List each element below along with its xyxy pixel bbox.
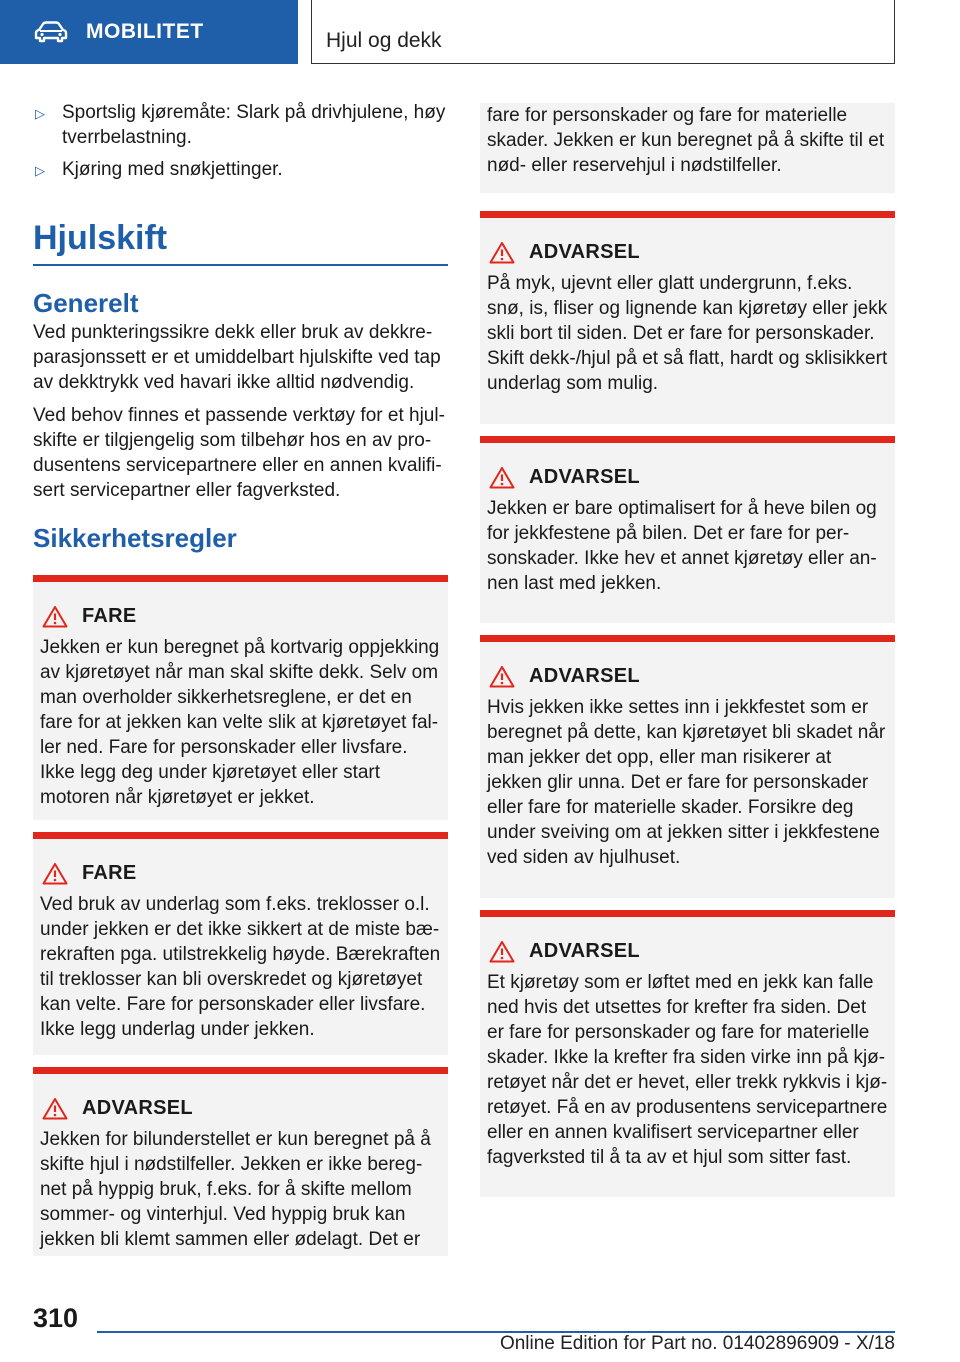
danger-box <box>33 575 448 820</box>
box-title: ADVARSEL <box>529 466 640 488</box>
warning-box <box>480 635 895 898</box>
box-text: Ved bruk av underlag som f.eks. treklosser o.l. under jekken er det ikke sikkert at de miste bærekraften pga. utilstrekkelig høyde. Bærekraften til treklosser kan bli overskredet og kjøretøyet kan velte. Fare for personskader eller livsfare. Ikke legg underlag under jekken. <box>40 894 441 1040</box>
list-item <box>33 157 448 182</box>
box-title: ADVARSEL <box>82 1097 193 1119</box>
subsection-heading-sikkerhetsregler: Sikkerhetsregler <box>33 523 237 553</box>
page-number: 310 <box>33 1303 79 1333</box>
left-column <box>33 100 448 1256</box>
warning-box-continuation: fare for personskader og fare for materielle skader. Jekken er kun beregnet på å skifte til et nød- eller reservehjul i nødstilfeller. <box>480 103 895 193</box>
triangle-bullet-icon: ▷ <box>35 106 45 121</box>
chapter-label: Hjul og dekk <box>326 29 442 52</box>
box-text: Et kjøretøy som er løftet med en jekk kan falle ned hvis det utsettes for krefter fra siden. Det er fare for personskader og fare for materielle skader. Ikke la krefter fra siden virke inn på kjøretøyet når det er hevet, eller trekk rykkvis i kjøretøyet. Få en av produsentens servicepartnere eller en annen kvalifisert servicepartner eller fagverksted til å ta av et hjul som sitter fast. <box>487 972 888 1168</box>
right-column <box>480 103 895 1197</box>
warning-triangle-icon <box>489 665 515 688</box>
section-heading: Hjulskift <box>33 218 448 266</box>
subsection-heading-generelt: Generelt <box>33 288 139 318</box>
box-title: FARE <box>82 605 137 627</box>
box-text: Jekken er kun beregnet på kortvarig oppjekking av kjøretøyet når man skal skifte dekk. Selv om man overholder sikkerhetsreglene, er det en fare for at jekken kan velte slik at kjøretøyet faller ned. Fare for personskader eller livsfare. Ikke legg deg under kjøretøyet eller start motoren når kjøretøyet er jekket. <box>40 637 440 808</box>
list-item-text: Sportslig kjøremåte: Slark på drivhjulene, høy tverrbelastning. <box>62 102 446 148</box>
car-icon <box>34 21 68 43</box>
footer-edition: Online Edition for Part no. 01402896909 - X/18 <box>499 1333 895 1354</box>
warning-triangle-icon <box>42 862 68 885</box>
box-title: ADVARSEL <box>529 940 640 962</box>
box-title: ADVARSEL <box>529 241 640 263</box>
warning-triangle-icon <box>42 1097 68 1120</box>
section-label: MOBILITET <box>86 20 204 43</box>
box-text: Jekken for bilunderstellet er kun beregnet på å skifte hjul i nødstilfeller. Jekken er ikke beregnet på hyppig bruk, f.eks. for å skifte mellom sommer- og vinterhjul. Ved hyppig bruk kan jekken bli klemt sammen eller ødelagt. Det er <box>40 1129 431 1250</box>
box-text: På myk, ujevnt eller glatt undergrunn, f.eks. snø, is, fliser og lignende kan kjøretøy eller jekk skli bort til siden. Det er fare for personskader. Skift dekk-/hjul på et så flatt, hardt og sklisikkert underlag som mulig. <box>487 273 888 394</box>
danger-box <box>33 832 448 1055</box>
warning-triangle-icon <box>489 940 515 963</box>
box-text: Hvis jekken ikke settes inn i jekkfestet som er beregnet på dette, kan kjøretøyet bli skadet når man jekker det opp, eller man risikerer at jekken glir unna. Det er fare for personskader eller fare for materielle skader. Forsikre deg under sveiving om at jekken sitter i jekkfestene ved siden av hjulhuset. <box>487 697 886 868</box>
list-item-text: Kjøring med snøkjettinger. <box>62 159 283 180</box>
warning-box <box>480 910 895 1197</box>
warning-triangle-icon <box>489 241 515 264</box>
warning-box <box>480 436 895 623</box>
triangle-bullet-icon: ▷ <box>35 163 45 178</box>
box-text: Jekken er bare optimalisert for å heve bilen og for jekkfestene på bilen. Det er fare for personskader. Ikke hev et annet kjøretøy eller annen last med jekken. <box>487 498 877 594</box>
warning-box <box>480 211 895 424</box>
warning-triangle-icon <box>42 605 68 628</box>
paragraph: Ved punkteringssikre dekk eller bruk av dekkreparasjonssett er et umiddelbart hjulskifte ved tap av dekktrykk ved havari ikke alltid nødvendig. <box>33 322 441 393</box>
warning-triangle-icon <box>489 466 515 489</box>
section-tab[interactable] <box>0 0 298 64</box>
list-item <box>33 100 448 150</box>
warning-box <box>33 1067 448 1256</box>
box-title: ADVARSEL <box>529 665 640 687</box>
paragraph: Ved behov finnes et passende verktøy for et hjulskifte er tilgjengelig som tilbehør hos en av produsentens servicepartnere eller en annen kvalifisert servicepartner eller fagverksted. <box>33 405 445 501</box>
chapter-header <box>311 0 895 64</box>
box-title: FARE <box>82 862 137 884</box>
